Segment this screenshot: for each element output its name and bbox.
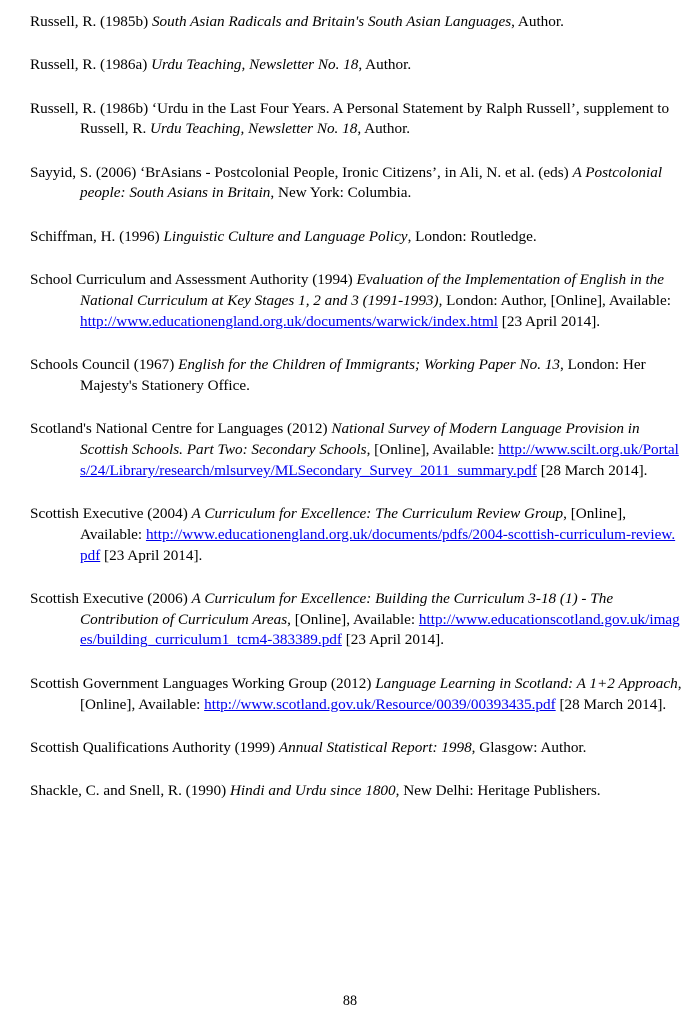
reference-entry (30, 504, 682, 566)
reference-entry (30, 12, 682, 33)
reference-title: Language Learning in Scotland: A 1+2 Approach (375, 674, 678, 692)
reference-text: Schools Council (1967) (30, 355, 179, 373)
reference-title: Hindi and Urdu since 1800 (229, 782, 396, 800)
reference-title: National Survey of Modern Language Provision in Scottish Schools. Part Two: Secondary Schools (80, 420, 640, 458)
reference-title: A Postcolonial people: South Asians in Britain (80, 163, 663, 202)
reference-text: [23 April 2014]. (341, 631, 445, 649)
reference-title: Urdu Teaching, Newsletter No. 18 (151, 56, 359, 74)
reference-entry (30, 227, 682, 248)
reference-title: A Curriculum for Excellence: The Curriculum Review Group (191, 504, 564, 522)
reference-text: , Author. (511, 13, 564, 30)
reference-title: English for the Children of Immigrants; Working Paper No. 13 (178, 355, 561, 373)
reference-text: Scottish Qualifications Authority (1999) (30, 738, 279, 756)
page-number: 88 (342, 993, 358, 1009)
reference-text: Russell, R. (1986b) ‘Urdu in the Last Four Years. A Personal Statement by Ralph Russell’, supplement to Russell, R. (30, 99, 670, 138)
reference-link[interactable]: http://www.educationscotland.gov.uk/images/building_curriculum1_tcm4-383389.pdf (80, 610, 680, 649)
reference-text: Scotland's National Centre for Languages (2012) (30, 420, 332, 438)
reference-text: [23 April 2014]. (498, 312, 601, 330)
reference-entry (30, 270, 682, 332)
reference-entry (30, 355, 682, 397)
reference-entry (30, 419, 682, 481)
reference-text: Russell, R. (1985b) (30, 13, 152, 30)
reference-link[interactable]: http://www.scotland.gov.uk/Resource/0039/00393435.pdf (204, 695, 556, 713)
reference-text: School Curriculum and Assessment Authority (1994) (30, 271, 357, 289)
reference-text: [23 April 2014]. (100, 546, 203, 564)
reference-entry (30, 674, 682, 716)
reference-text: , London: Her Majesty's Stationery Office. (80, 355, 646, 394)
reference-title: South Asian Radicals and Britain's South Asian Languages (151, 13, 512, 30)
reference-text: , [Online], Available: (80, 674, 682, 713)
reference-list (30, 12, 682, 802)
reference-text: , New York: Columbia. (270, 184, 412, 202)
reference-title: A Curriculum for Excellence: Building the Curriculum 3-18 (1) - The Contribution of Curriculum Areas (80, 589, 614, 628)
reference-entry (30, 55, 682, 76)
reference-text: Russell, R. (1986a) (30, 56, 152, 74)
reference-text: , [Online], Available: (366, 440, 499, 458)
reference-text: , Author. (358, 56, 412, 74)
reference-entry (30, 99, 682, 141)
reference-text: , [Online], Available: (80, 504, 626, 543)
reference-text: Scottish Government Languages Working Group (2012) (30, 674, 376, 692)
reference-text: Scottish Executive (2006) (30, 589, 192, 607)
reference-text: , Glasgow: Author. (471, 738, 587, 756)
reference-link[interactable]: http://www.scilt.org.uk/Portals/24/Library/research/mlsurvey/MLSecondary_Survey_2011_summary.pdf (80, 440, 679, 479)
reference-entry (30, 738, 682, 759)
reference-entry (30, 781, 682, 802)
reference-entry (30, 163, 682, 205)
reference-text: , [Online], Available: (287, 610, 419, 628)
reference-text: , London: Author, [Online], Available: (438, 291, 671, 309)
reference-title: Urdu Teaching, Newsletter No. 18 (150, 120, 358, 138)
reference-text: , New Delhi: Heritage Publishers. (395, 782, 601, 800)
reference-link[interactable]: http://www.educationengland.org.uk/documents/pdfs/2004-scottish-curriculum-review.pdf (80, 525, 676, 564)
reference-title: Linguistic Culture and Language Policy (163, 227, 408, 245)
reference-text: Scottish Executive (2004) (30, 504, 192, 522)
reference-text: Schiffman, H. (1996) (30, 227, 164, 245)
reference-title: Annual Statistical Report: 1998 (278, 738, 472, 756)
reference-text: , Author. (357, 120, 411, 138)
reference-text: Shackle, C. and Snell, R. (1990) (30, 782, 230, 800)
reference-text: [28 March 2014]. (536, 461, 648, 479)
reference-title: Evaluation of the Implementation of English in the National Curriculum at Key Stages 1, 2 and 3 (1991-1993) (80, 271, 665, 309)
reference-entry (30, 589, 682, 651)
reference-link[interactable]: http://www.educationengland.org.uk/documents/warwick/index.html (80, 312, 498, 330)
reference-text: , London: Routledge. (407, 227, 537, 245)
reference-text: Sayyid, S. (2006) ‘BrAsians - Postcolonial People, Ironic Citizens’, in Ali, N. et al. (eds) (30, 163, 573, 181)
reference-text: [28 March 2014]. (555, 695, 667, 713)
